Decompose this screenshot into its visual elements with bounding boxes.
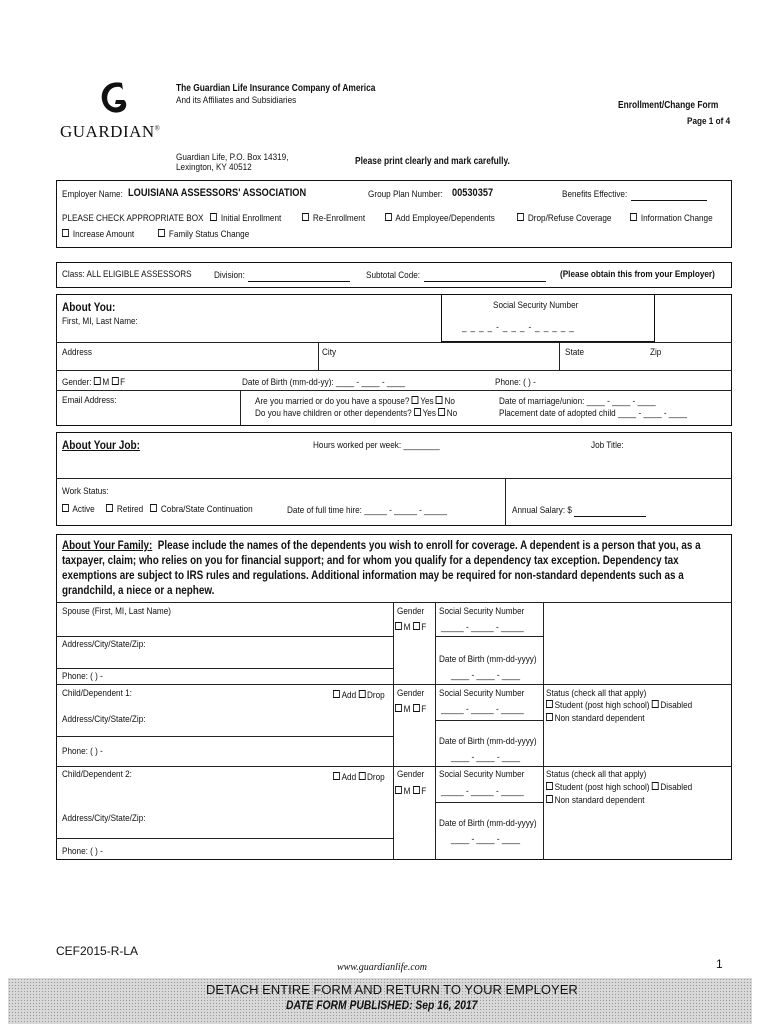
subtotal-code-label: Subtotal Code:: [366, 270, 421, 281]
division-field[interactable]: [248, 281, 350, 282]
about-family-title: About Your Family:: [62, 540, 153, 552]
marriage-date-field[interactable]: Date of marriage/union: ____ - ____ - ____: [499, 396, 656, 407]
child2-nonstandard[interactable]: Non standard dependent: [546, 795, 645, 806]
child1-add-drop[interactable]: Add Drop: [333, 690, 385, 701]
divider: [318, 342, 319, 370]
state-label: State: [565, 347, 585, 358]
email-label: Email Address:: [62, 395, 117, 406]
divider: [393, 602, 394, 860]
checkbox-icon[interactable]: [94, 377, 101, 385]
child2-gender-label: Gender: [397, 769, 425, 780]
employer-name-value: LOUISIANA ASSESSORS' ASSOCIATION: [128, 187, 307, 199]
spouse-name-label: Spouse (First, MI, Last Name): [62, 606, 171, 617]
child1-ssn-field[interactable]: _____ - _____ - _____: [441, 704, 524, 715]
child1-nonstandard[interactable]: Non standard dependent: [546, 713, 645, 724]
checkbox-icon[interactable]: [395, 704, 402, 712]
company-affiliates: And its Affiliates and Subsidiaries: [176, 95, 297, 106]
checkbox-icon[interactable]: [62, 229, 69, 237]
status-cobra[interactable]: Cobra/State Continuation: [150, 504, 253, 515]
checkbox-icon[interactable]: [302, 213, 309, 221]
divider: [56, 736, 393, 737]
checkbox-icon[interactable]: [652, 782, 659, 790]
checkbox-icon[interactable]: [413, 786, 420, 794]
divider: [559, 342, 560, 370]
option-re-enrollment[interactable]: Re-Enrollment: [302, 213, 365, 224]
child1-student-disabled[interactable]: Student (post high school) Disabled: [546, 700, 692, 711]
about-you-title: About You:: [62, 300, 116, 314]
child2-ssn-field[interactable]: _____ - _____ - _____: [441, 786, 524, 797]
checkbox-icon[interactable]: [546, 700, 553, 708]
divider: [56, 602, 732, 603]
checkbox-icon[interactable]: [630, 213, 637, 221]
checkbox-icon[interactable]: [652, 700, 659, 708]
checkbox-icon[interactable]: [62, 504, 69, 512]
checkbox-icon[interactable]: [413, 622, 420, 630]
child2-student-disabled[interactable]: Student (post high school) Disabled: [546, 782, 692, 793]
divider: [56, 766, 732, 767]
checkbox-icon[interactable]: [438, 408, 445, 416]
page-number: 1: [716, 957, 723, 971]
logo-text: GUARDIAN®: [60, 122, 161, 141]
checkbox-icon[interactable]: [385, 213, 392, 221]
page-label: Page 1 of 4: [687, 116, 731, 127]
option-drop-refuse-coverage[interactable]: Drop/Refuse Coverage: [517, 213, 611, 224]
divider: [56, 342, 732, 343]
mail-address-line2: Lexington, KY 40512: [176, 162, 252, 173]
spouse-gender-label: Gender: [397, 606, 425, 617]
divider: [240, 390, 241, 426]
child2-phone-field[interactable]: Phone: ( ) -: [62, 846, 103, 857]
child2-ssn-label: Social Security Number: [439, 769, 525, 780]
spouse-address-label: Address/City/State/Zip:: [62, 639, 146, 650]
hours-worked-field[interactable]: Hours worked per week: ________: [313, 440, 440, 451]
spouse-phone-field[interactable]: Phone: ( ) -: [62, 671, 103, 682]
child1-address-label: Address/City/State/Zip:: [62, 714, 146, 725]
annual-salary-field[interactable]: [574, 516, 646, 517]
spouse-ssn-label: Social Security Number: [439, 606, 525, 617]
status-retired[interactable]: Retired: [106, 504, 143, 515]
divider: [56, 838, 393, 839]
divider: [56, 390, 732, 391]
child1-status-label: Status (check all that apply): [546, 688, 647, 699]
gender-field[interactable]: Gender: M F: [62, 377, 126, 388]
employer-name-label: Employer Name:: [62, 189, 123, 200]
checkbox-icon[interactable]: [395, 622, 402, 630]
benefits-effective-field[interactable]: [631, 200, 707, 201]
checkbox-icon[interactable]: [358, 772, 365, 780]
children-question[interactable]: Do you have children or other dependents? Yes No: [255, 408, 458, 419]
child2-gender-options[interactable]: M F: [395, 786, 426, 797]
spouse-gender-options[interactable]: M F: [395, 622, 426, 633]
option-add-employee-dependents[interactable]: Add Employee/Dependents: [385, 213, 495, 224]
checkbox-icon[interactable]: [111, 377, 118, 385]
checkbox-icon[interactable]: [436, 396, 443, 404]
full-name-label: First, MI, Last Name:: [62, 316, 138, 327]
divider: [56, 684, 732, 685]
status-active[interactable]: Active: [62, 504, 95, 515]
checkbox-icon[interactable]: [546, 795, 553, 803]
checkbox-icon[interactable]: [210, 213, 217, 221]
option-information-change[interactable]: Information Change: [630, 213, 713, 224]
divider: [56, 636, 393, 637]
child1-gender-options[interactable]: M F: [395, 704, 426, 715]
checkbox-icon[interactable]: [413, 704, 420, 712]
child1-dob-label: Date of Birth (mm-dd-yyyy): [439, 736, 537, 747]
child2-status-label: Status (check all that apply): [546, 769, 647, 780]
child2-dob-field[interactable]: ____ - ____ - ____: [451, 834, 521, 845]
divider: [435, 636, 543, 637]
checkbox-icon[interactable]: [158, 229, 165, 237]
class-text: Class: ALL ELIGIBLE ASSESSORS: [62, 269, 192, 280]
job-title-label: Job Title:: [591, 440, 624, 451]
annual-salary-label: Annual Salary: $: [512, 505, 572, 516]
subtotal-code-note: (Please obtain this from your Employer): [560, 269, 715, 280]
divider: [56, 478, 732, 479]
child2-dob-label: Date of Birth (mm-dd-yyyy): [439, 818, 537, 829]
divider: [435, 720, 543, 721]
checkbox-icon[interactable]: [333, 772, 340, 780]
checkbox-icon[interactable]: [414, 408, 421, 416]
checkbox-icon[interactable]: [358, 690, 365, 698]
option-initial-enrollment[interactable]: Initial Enrollment: [210, 213, 281, 224]
divider: [56, 370, 732, 371]
checkbox-icon[interactable]: [546, 713, 553, 721]
checkbox-icon[interactable]: [546, 782, 553, 790]
child1-phone-field[interactable]: Phone: ( ) -: [62, 746, 103, 757]
divider: [56, 668, 393, 669]
option-family-status-change[interactable]: Family Status Change: [158, 229, 249, 240]
form-title: Enrollment/Change Form: [618, 100, 719, 111]
checkbox-icon[interactable]: [150, 504, 157, 512]
subtotal-code-field[interactable]: [424, 281, 546, 282]
married-question[interactable]: Are you married or do you have a spouse? Yes No: [255, 396, 455, 407]
work-status-label: Work Status:: [62, 486, 109, 497]
check-box-label: PLEASE CHECK APPROPRIATE BOX: [62, 213, 204, 224]
full-time-hire-field[interactable]: Date of full time hire: _____ - _____ - _____: [287, 505, 447, 516]
family-intro: About Your Family: Please include the names of the dependents you wish to enroll for coverage. A dependent is a person that you, as a taxpayer, claim; who relies on you for financial support; and for whom you qualify for a dependency tax exception. Dependency tax exemptions are subject to IRS rules and regulations. Additional information may be required for non-standard dependents such as a grandchild, a niece or a nephew.: [62, 540, 701, 597]
division-label: Division:: [214, 270, 245, 281]
zip-label: Zip: [650, 347, 662, 358]
address-label: Address: [62, 347, 92, 358]
group-plan-value: 00530357: [452, 187, 494, 199]
group-plan-label: Group Plan Number:: [368, 189, 443, 200]
child2-address-label: Address/City/State/Zip:: [62, 813, 146, 824]
checkbox-icon[interactable]: [106, 504, 113, 512]
about-job-title: About Your Job:: [62, 438, 141, 452]
mail-address-line1: Guardian Life, P.O. Box 14319,: [176, 152, 289, 163]
checkbox-icon[interactable]: [412, 396, 419, 404]
child1-label: Child/Dependent 1:: [62, 688, 132, 699]
child1-gender-label: Gender: [397, 688, 425, 699]
phone-field[interactable]: Phone: ( ) -: [495, 377, 536, 388]
form-code: CEF2015-R-LA: [56, 944, 139, 958]
divider: [435, 802, 543, 803]
child2-label: Child/Dependent 2:: [62, 769, 132, 780]
placement-date-field[interactable]: Placement date of adopted child ____ - ____ - ____: [499, 408, 688, 419]
detach-note: DETACH ENTIRE FORM AND RETURN TO YOUR EMPLOYER: [206, 982, 578, 997]
date-of-birth-field[interactable]: Date of Birth (mm-dd-yy): ____ - ____ - ____: [242, 377, 406, 388]
date-published: DATE FORM PUBLISHED: Sep 16, 2017: [286, 998, 478, 1012]
guardian-logo-icon: [96, 78, 132, 118]
website-link[interactable]: www.guardianlife.com: [337, 962, 427, 973]
child1-dob-field[interactable]: ____ - ____ - ____: [451, 752, 521, 763]
divider: [435, 602, 436, 860]
benefits-effective-label: Benefits Effective:: [562, 189, 628, 200]
city-label: City: [322, 347, 337, 358]
checkbox-icon[interactable]: [333, 690, 340, 698]
option-increase-amount[interactable]: Increase Amount: [62, 229, 134, 240]
checkbox-icon[interactable]: [517, 213, 524, 221]
print-note: Please print clearly and mark carefully.: [355, 156, 510, 167]
ssn-label: Social Security Number: [493, 300, 579, 311]
divider: [505, 478, 506, 526]
spouse-ssn-field[interactable]: _____ - _____ - _____: [441, 622, 524, 633]
checkbox-icon[interactable]: [395, 786, 402, 794]
child2-add-drop[interactable]: Add Drop: [333, 772, 385, 783]
divider: [543, 602, 544, 860]
spouse-dob-label: Date of Birth (mm-dd-yyyy): [439, 654, 537, 665]
company-name: The Guardian Life Insurance Company of America: [176, 83, 376, 94]
ssn-mask: _ _ _ _ - _ _ _ - _ _ _ _ _: [462, 322, 575, 333]
child1-ssn-label: Social Security Number: [439, 688, 525, 699]
spouse-dob-field[interactable]: ____ - ____ - ____: [451, 670, 521, 681]
